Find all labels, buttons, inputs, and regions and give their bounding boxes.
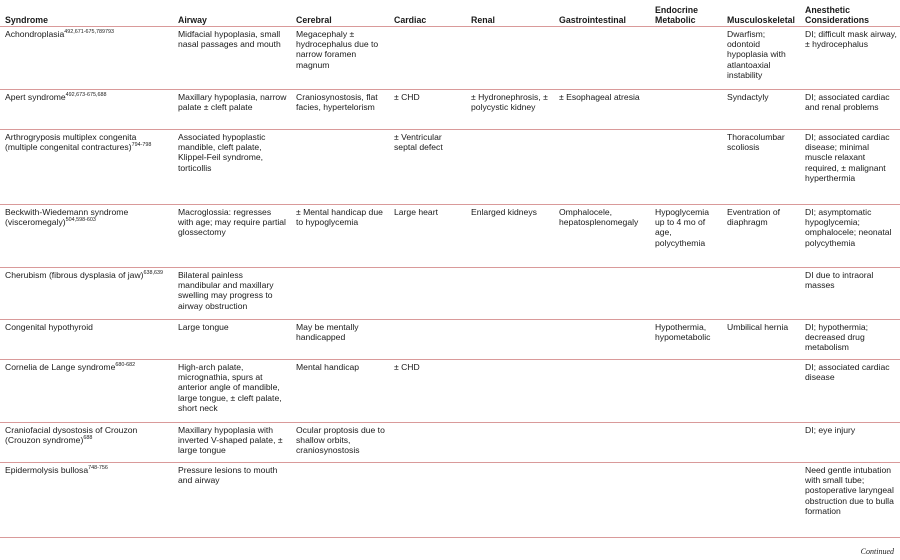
cell-anesthetic: DI; associated cardiac disease <box>799 360 900 423</box>
header-cerebral: Cerebral <box>290 0 388 27</box>
cell-cardiac <box>388 268 465 320</box>
cell-renal <box>465 268 553 320</box>
table-row <box>0 205 900 268</box>
header-anesthetic: Anesthetic Considerations <box>799 0 900 27</box>
reference-number: 688 <box>83 435 93 442</box>
header-gastrointestinal: Gastrointestinal <box>553 0 649 27</box>
cell-airway: Midfacial hypoplasia, small nasal passages and mouth <box>172 27 290 90</box>
cell-anesthetic: DI; difficult mask airway, ± hydrocephalus <box>799 27 900 90</box>
table-row <box>0 130 900 205</box>
cell-musculoskeletal: Eventration of diaphragm <box>721 205 799 268</box>
table-row <box>0 27 900 90</box>
cell-airway: Maxillary hypoplasia, narrow palate ± cleft palate <box>172 90 290 130</box>
header-row <box>0 0 900 27</box>
cell-gastrointestinal <box>553 27 649 90</box>
table-row <box>0 463 900 538</box>
cell-airway: Large tongue <box>172 320 290 360</box>
cell-gastrointestinal <box>553 130 649 205</box>
cell-anesthetic: DI due to intraoral masses <box>799 268 900 320</box>
cell-endocrine <box>649 268 721 320</box>
cell-endocrine <box>649 27 721 90</box>
header-syndrome: Syndrome <box>0 0 172 27</box>
cell-cardiac: Large heart <box>388 205 465 268</box>
table-row <box>0 320 900 360</box>
cell-cerebral: Mental handicap <box>290 360 388 423</box>
cell-endocrine: Hypoglycemia up to 4 mo of age, polycythemia <box>649 205 721 268</box>
cell-airway: Bilateral painless mandibular and maxillary swelling may progress to airway obstruction <box>172 268 290 320</box>
cell-gastrointestinal <box>553 423 649 463</box>
cell-renal <box>465 320 553 360</box>
cell-gastrointestinal: Omphalocele, hepatosplenomegaly <box>553 205 649 268</box>
header-musculoskeletal: Musculoskeletal <box>721 0 799 27</box>
cell-cardiac <box>388 320 465 360</box>
cell-endocrine <box>649 463 721 538</box>
cell-anesthetic: DI; asymptomatic hypoglycemia; omphalocele; neonatal polycythemia <box>799 205 900 268</box>
cell-anesthetic: Need gentle intubation with small tube; postoperative laryngeal obstruction due to bulla formation <box>799 463 900 538</box>
reference-number: 794-798 <box>131 142 152 149</box>
cell-cerebral: Craniosynostosis, flat facies, hypertelorism <box>290 90 388 130</box>
reference-number: 748-756 <box>88 465 108 472</box>
cell-syndrome: Congenital hypothyroid <box>0 320 172 360</box>
cell-gastrointestinal: ± Esophageal atresia <box>553 90 649 130</box>
continued-note: Continued <box>860 547 894 556</box>
cell-cerebral <box>290 463 388 538</box>
cell-cerebral <box>290 268 388 320</box>
cell-anesthetic: DI; eye injury <box>799 423 900 463</box>
cell-syndrome: Arthrogryposis multiplex congenita (multiple congenital contractures)$^{794-798}$ <box>0 130 172 205</box>
cell-cardiac <box>388 423 465 463</box>
cell-renal <box>465 423 553 463</box>
cell-airway: Associated hypoplastic mandible, cleft palate, Klippel-Feil syndrome, torticollis <box>172 130 290 205</box>
reference-number: 492,673-675,688 <box>65 92 107 99</box>
cell-renal <box>465 463 553 538</box>
cell-anesthetic: DI; associated cardiac disease; minimal muscle relaxant required, ± malignant hyperthermia <box>799 130 900 205</box>
cell-cardiac: ± CHD <box>388 360 465 423</box>
cell-musculoskeletal <box>721 360 799 423</box>
cell-syndrome: Beckwith-Wiedemann syndrome (visceromegaly)$^{504,598-603}$ <box>0 205 172 268</box>
cell-musculoskeletal: Dwarfism; odontoid hypoplasia with atlantoaxial instability <box>721 27 799 90</box>
cell-musculoskeletal <box>721 423 799 463</box>
cell-cardiac <box>388 27 465 90</box>
cell-musculoskeletal: Umbilical hernia <box>721 320 799 360</box>
cell-endocrine <box>649 423 721 463</box>
cell-cerebral: ± Mental handicap due to hypoglycemia <box>290 205 388 268</box>
table-row <box>0 423 900 463</box>
cell-gastrointestinal <box>553 463 649 538</box>
cell-renal <box>465 130 553 205</box>
table-row <box>0 90 900 130</box>
table-row <box>0 360 900 423</box>
cell-gastrointestinal <box>553 360 649 423</box>
cell-renal: ± Hydronephrosis, ± polycystic kidney <box>465 90 553 130</box>
cell-syndrome: Craniofacial dysostosis of Crouzon (Crouzon syndrome)$^{688}$ <box>0 423 172 463</box>
header-renal: Renal <box>465 0 553 27</box>
cell-renal: Enlarged kidneys <box>465 205 553 268</box>
cell-musculoskeletal: Syndactyly <box>721 90 799 130</box>
cell-airway: High-arch palate, micrognathia, spurs at anterior angle of mandible, large tongue, ± cleft palate, short neck <box>172 360 290 423</box>
cell-airway: Pressure lesions to mouth and airway <box>172 463 290 538</box>
cell-cerebral: Megacephaly ± hydrocephalus due to narrow foramen magnum <box>290 27 388 90</box>
cell-cerebral: Ocular proptosis due to shallow orbits, craniosynostosis <box>290 423 388 463</box>
cell-airway: Maxillary hypoplasia with inverted V-shaped palate, ± large tongue <box>172 423 290 463</box>
header-cardiac: Cardiac <box>388 0 465 27</box>
cell-airway: Macroglossia: regresses with age; may require partial glossectomy <box>172 205 290 268</box>
cell-gastrointestinal <box>553 320 649 360</box>
reference-number: 638,639 <box>143 270 164 277</box>
cell-anesthetic: DI; associated cardiac and renal problems <box>799 90 900 130</box>
cell-syndrome: Achondroplasia$^{492,671-675,789793}$ <box>0 27 172 90</box>
header-endocrine: Endocrine Metabolic <box>649 0 721 27</box>
cell-cardiac <box>388 463 465 538</box>
cell-syndrome: Apert syndrome$^{492,673-675,688}$ <box>0 90 172 130</box>
cell-cerebral <box>290 130 388 205</box>
cell-syndrome: Cornelia de Lange syndrome$^{680-682}$ <box>0 360 172 423</box>
cell-renal <box>465 360 553 423</box>
cell-cardiac: ± Ventricular septal defect <box>388 130 465 205</box>
cell-gastrointestinal <box>553 268 649 320</box>
cell-endocrine <box>649 130 721 205</box>
cell-anesthetic: DI; hypothermia; decreased drug metabolism <box>799 320 900 360</box>
cell-musculoskeletal <box>721 268 799 320</box>
cell-musculoskeletal <box>721 463 799 538</box>
reference-number: 680-682 <box>115 362 136 369</box>
cell-syndrome: Epidermolysis bullosa$^{748-756}$ <box>0 463 172 538</box>
cell-endocrine: Hypothermia, hypometabolic <box>649 320 721 360</box>
reference-number: 492,671-675,789793 <box>64 29 115 36</box>
cell-syndrome: Cherubism (fibrous dysplasia of jaw)$^{638,639}$ <box>0 268 172 320</box>
cell-renal <box>465 27 553 90</box>
reference-number: 504,598-603 <box>65 217 96 224</box>
cell-cerebral: May be mentally handicapped <box>290 320 388 360</box>
cell-cardiac: ± CHD <box>388 90 465 130</box>
cell-endocrine <box>649 360 721 423</box>
table-row <box>0 268 900 320</box>
header-airway: Airway <box>172 0 290 27</box>
cell-endocrine <box>649 90 721 130</box>
cell-musculoskeletal: Thoracolumbar scoliosis <box>721 130 799 205</box>
